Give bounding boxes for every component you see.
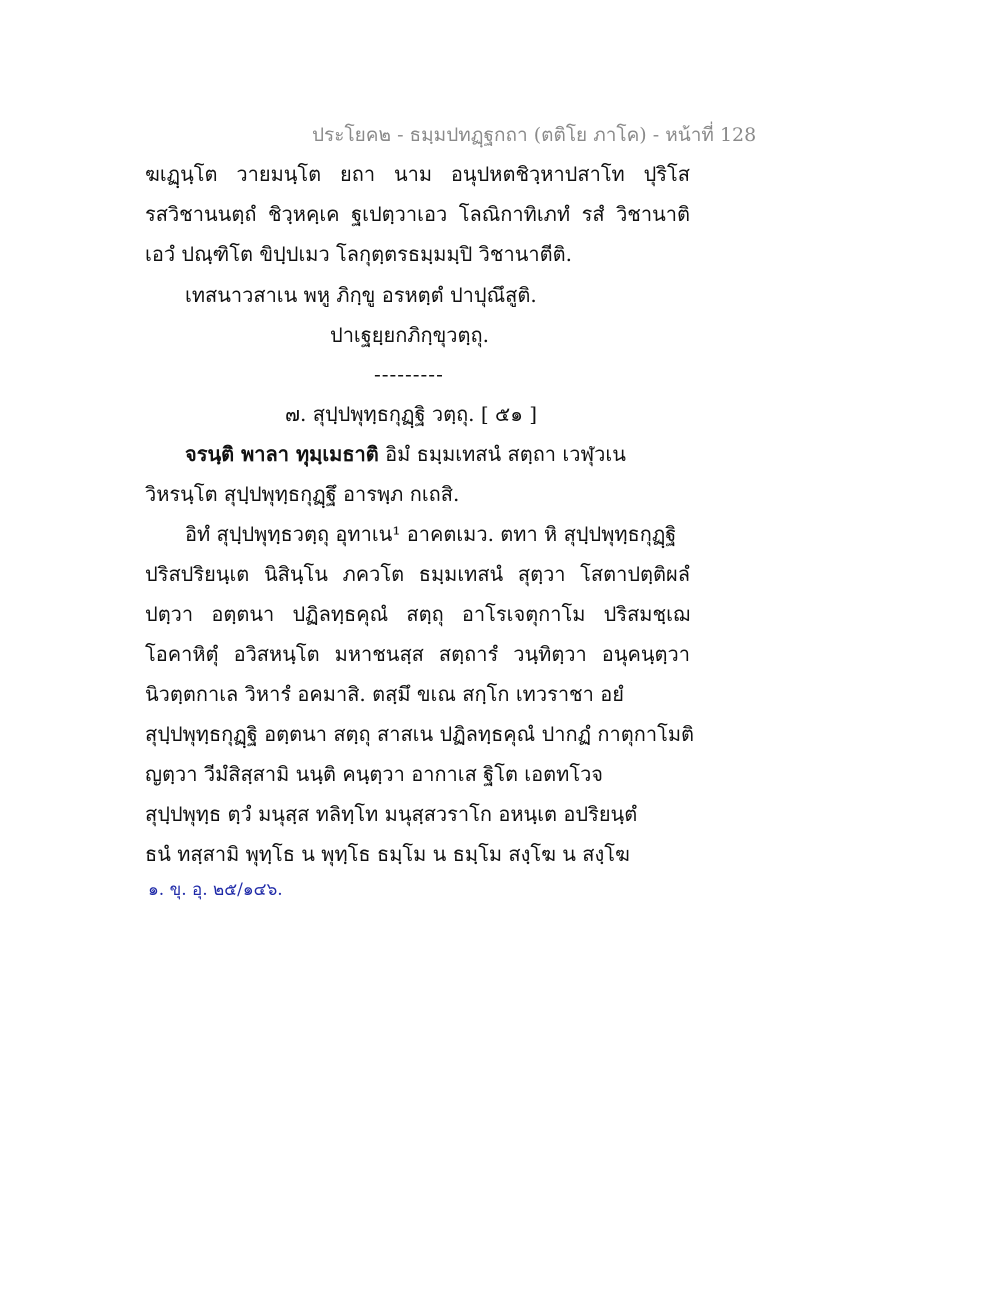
paragraph-line: ปริสปริยนฺเต นิสินฺโน ภควโต ธมฺมเทสนํ สุตฺวา โสตาปตฺติผลํ [145, 562, 690, 586]
paragraph-line: เทสนาวสาเน พหู ภิกฺขู อรหตฺตํ ปาปุณึสูติ. [185, 283, 537, 307]
paragraph-line: อิทํ สุปฺปพุทฺธวตฺถุ อุทาเน¹ อาคตเมว. ตทา หิ สุปฺปพุทฺธกุฏฺฐิ [185, 522, 677, 546]
paragraph-line: ญตฺวา วีมํสิสฺสามิ นนฺติ คนฺตฺวา อากาเส ฐิโต เอตทโวจ [145, 762, 604, 786]
section-separator: --------- [374, 362, 444, 386]
paragraph-line: รสวิชานนตฺถํ ชิวฺหคฺเค ฐเปตฺวาเอว โลณิกาทิเภทํ รสํ วิชานาติ [145, 202, 690, 226]
verse-keyword: จรนฺติ พาลา ทุมฺเมธาติ [185, 442, 379, 466]
paragraph-line: วิหรนฺโต สุปฺปพุทฺธกุฏฺฐึ อารพฺภ กเถสิ. [145, 482, 460, 506]
paragraph-line: นิวตฺตกาเล วิหารํ อคมาสิ. ตสฺมึ ขเณ สกฺโก เทวราชา อยํ [145, 682, 624, 706]
paragraph-line: เอวํ ปณฺฑิโต ขิปฺปเมว โลกุตฺตรธมฺมมฺปิ วิชานาตีติ. [145, 242, 572, 266]
paragraph-line: สุปฺปพุทฺธกุฏฺฐิ อตฺตนา สตฺถุ สาสเน ปฏิลทฺธคุณํ ปากฏํ กาตุกาโมติ [145, 722, 694, 746]
paragraph-line: โอคาหิตุํ อวิสหนฺโต มหาชนสฺส สตฺถารํ วนฺทิตฺวา อนุคนฺตฺวา [145, 642, 690, 666]
paragraph-line: ปตฺวา อตฺตนา ปฏิลทฺธคุณํ สตฺถุ อาโรเจตุกาโม ปริสมชฺเฌ [145, 602, 690, 626]
footnote: ๑. ขุ. อุ. ๒๕/๑๔๖. [148, 880, 283, 900]
paragraph-line [185, 440, 626, 468]
paragraph-line: สุปฺปพุทฺธ ตฺวํ มนุสฺส ทลิทฺโท มนุสฺสวราโก อหนฺเต อปริยนฺตํ [145, 802, 638, 826]
page-header: ประโยค๒ - ธมฺมปทฏฺฐกถา (ตติโย ภาโค) - หน้าที่ 128 [312, 124, 757, 146]
paragraph-line: ธนํ ทสฺสามิ พุทฺโธ น พุทฺโธ ธมฺโม น ธมฺโม สงฺโฆ น สงฺโฆ [145, 842, 630, 866]
section-title: ๗. สุปฺปพุทฺธกุฏฺฐิ วตฺถุ. [ ๕๑ ] [285, 402, 538, 426]
paragraph-line: ฆเฏฺนฺโต วายมนฺโต ยถา นาม อนุปหตชิวฺหาปสาโท ปุริโส [145, 162, 690, 186]
paragraph-text: อิมํ ธมฺมเทสนํ สตฺถา เวฬุวเน [378, 442, 626, 466]
closing-title: ปาเฐยฺยกภิกฺขุวตฺถุ. [330, 323, 489, 347]
